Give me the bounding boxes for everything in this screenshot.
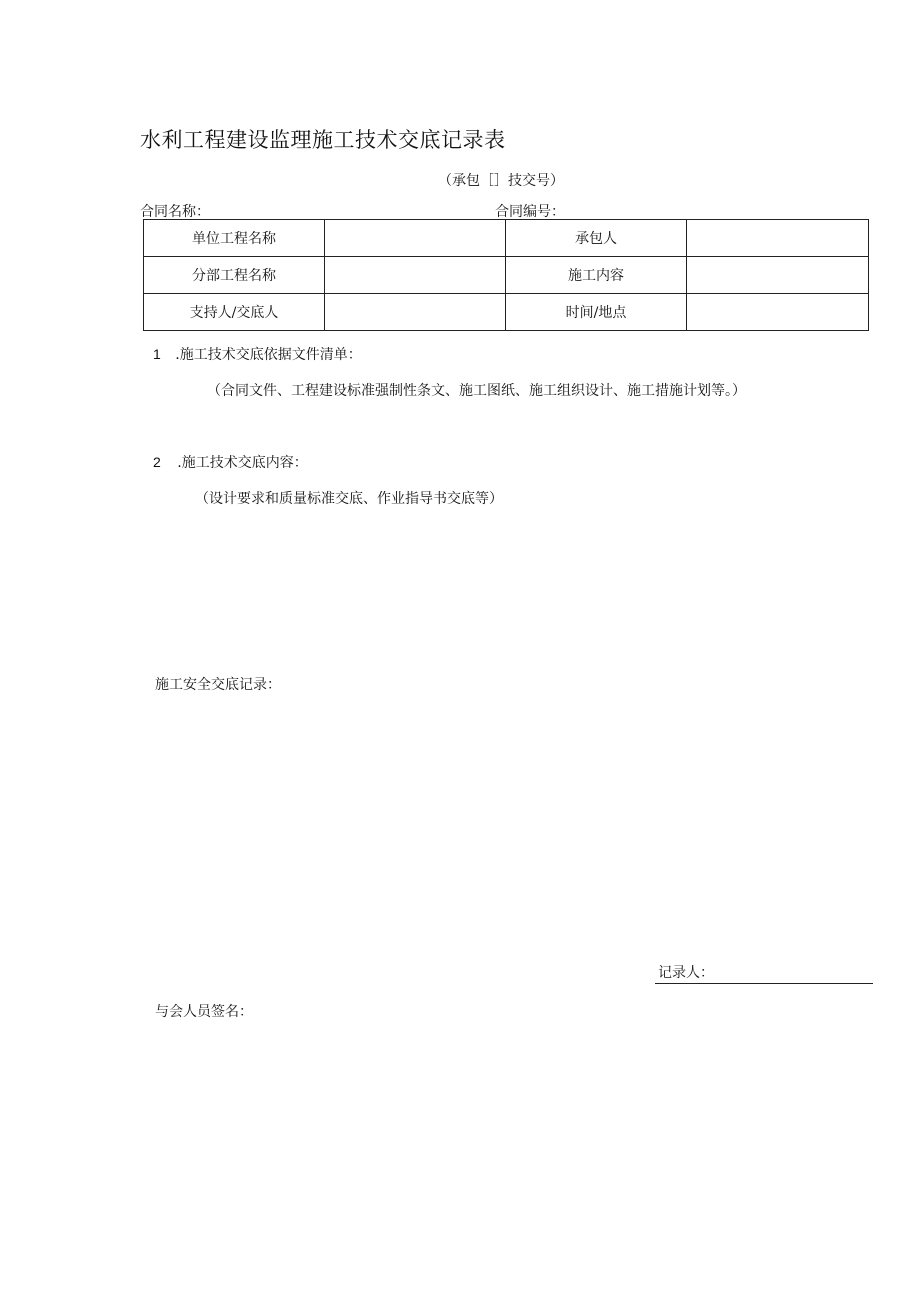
attendees-signature-label: 与会人员签名： xyxy=(155,1004,253,1020)
presenter-label: 支持人/交底人 xyxy=(144,294,325,331)
table-row xyxy=(144,220,869,257)
contract-name-label: 合同名称： xyxy=(140,204,210,220)
contract-number-label: 合同编号： xyxy=(495,204,565,220)
recorder-signature-line[interactable] xyxy=(655,962,873,984)
section-2-hint: （设计要求和质量标准交底、作业指导书交底等） xyxy=(195,491,503,507)
time-location-value[interactable] xyxy=(687,294,869,331)
contractor-label: 承包人 xyxy=(506,220,687,257)
form-subtitle: （承包［］技交号） xyxy=(438,173,564,189)
construction-content-label: 施工内容 xyxy=(506,257,687,294)
table-row xyxy=(144,294,869,331)
recorder-label: 记录人： xyxy=(658,965,714,981)
presenter-value[interactable] xyxy=(325,294,506,331)
time-location-label: 时间/地点 xyxy=(506,294,687,331)
section-1-hint: （合同文件、工程建设标准强制性条文、施工图纸、施工组织设计、施工措施计划等。） xyxy=(207,383,746,399)
section-2-label: .施工技术交底内容： xyxy=(177,455,308,471)
construction-content-value[interactable] xyxy=(687,257,869,294)
section-1-heading xyxy=(153,344,362,364)
table-row xyxy=(144,257,869,294)
section-2-heading xyxy=(153,452,308,472)
sub-project-name-value[interactable] xyxy=(325,257,506,294)
section-1-number: 1 xyxy=(153,346,161,362)
sub-project-name-label: 分部工程名称 xyxy=(144,257,325,294)
section-2-number: 2 xyxy=(153,454,161,470)
safety-briefing-label: 施工安全交底记录： xyxy=(155,677,281,693)
unit-project-name-label: 单位工程名称 xyxy=(144,220,325,257)
section-1-label: .施工技术交底依据文件清单： xyxy=(175,347,362,363)
project-info-table xyxy=(143,219,869,331)
unit-project-name-value[interactable] xyxy=(325,220,506,257)
form-title: 水利工程建设监理施工技术交底记录表 xyxy=(140,128,506,152)
contractor-value[interactable] xyxy=(687,220,869,257)
